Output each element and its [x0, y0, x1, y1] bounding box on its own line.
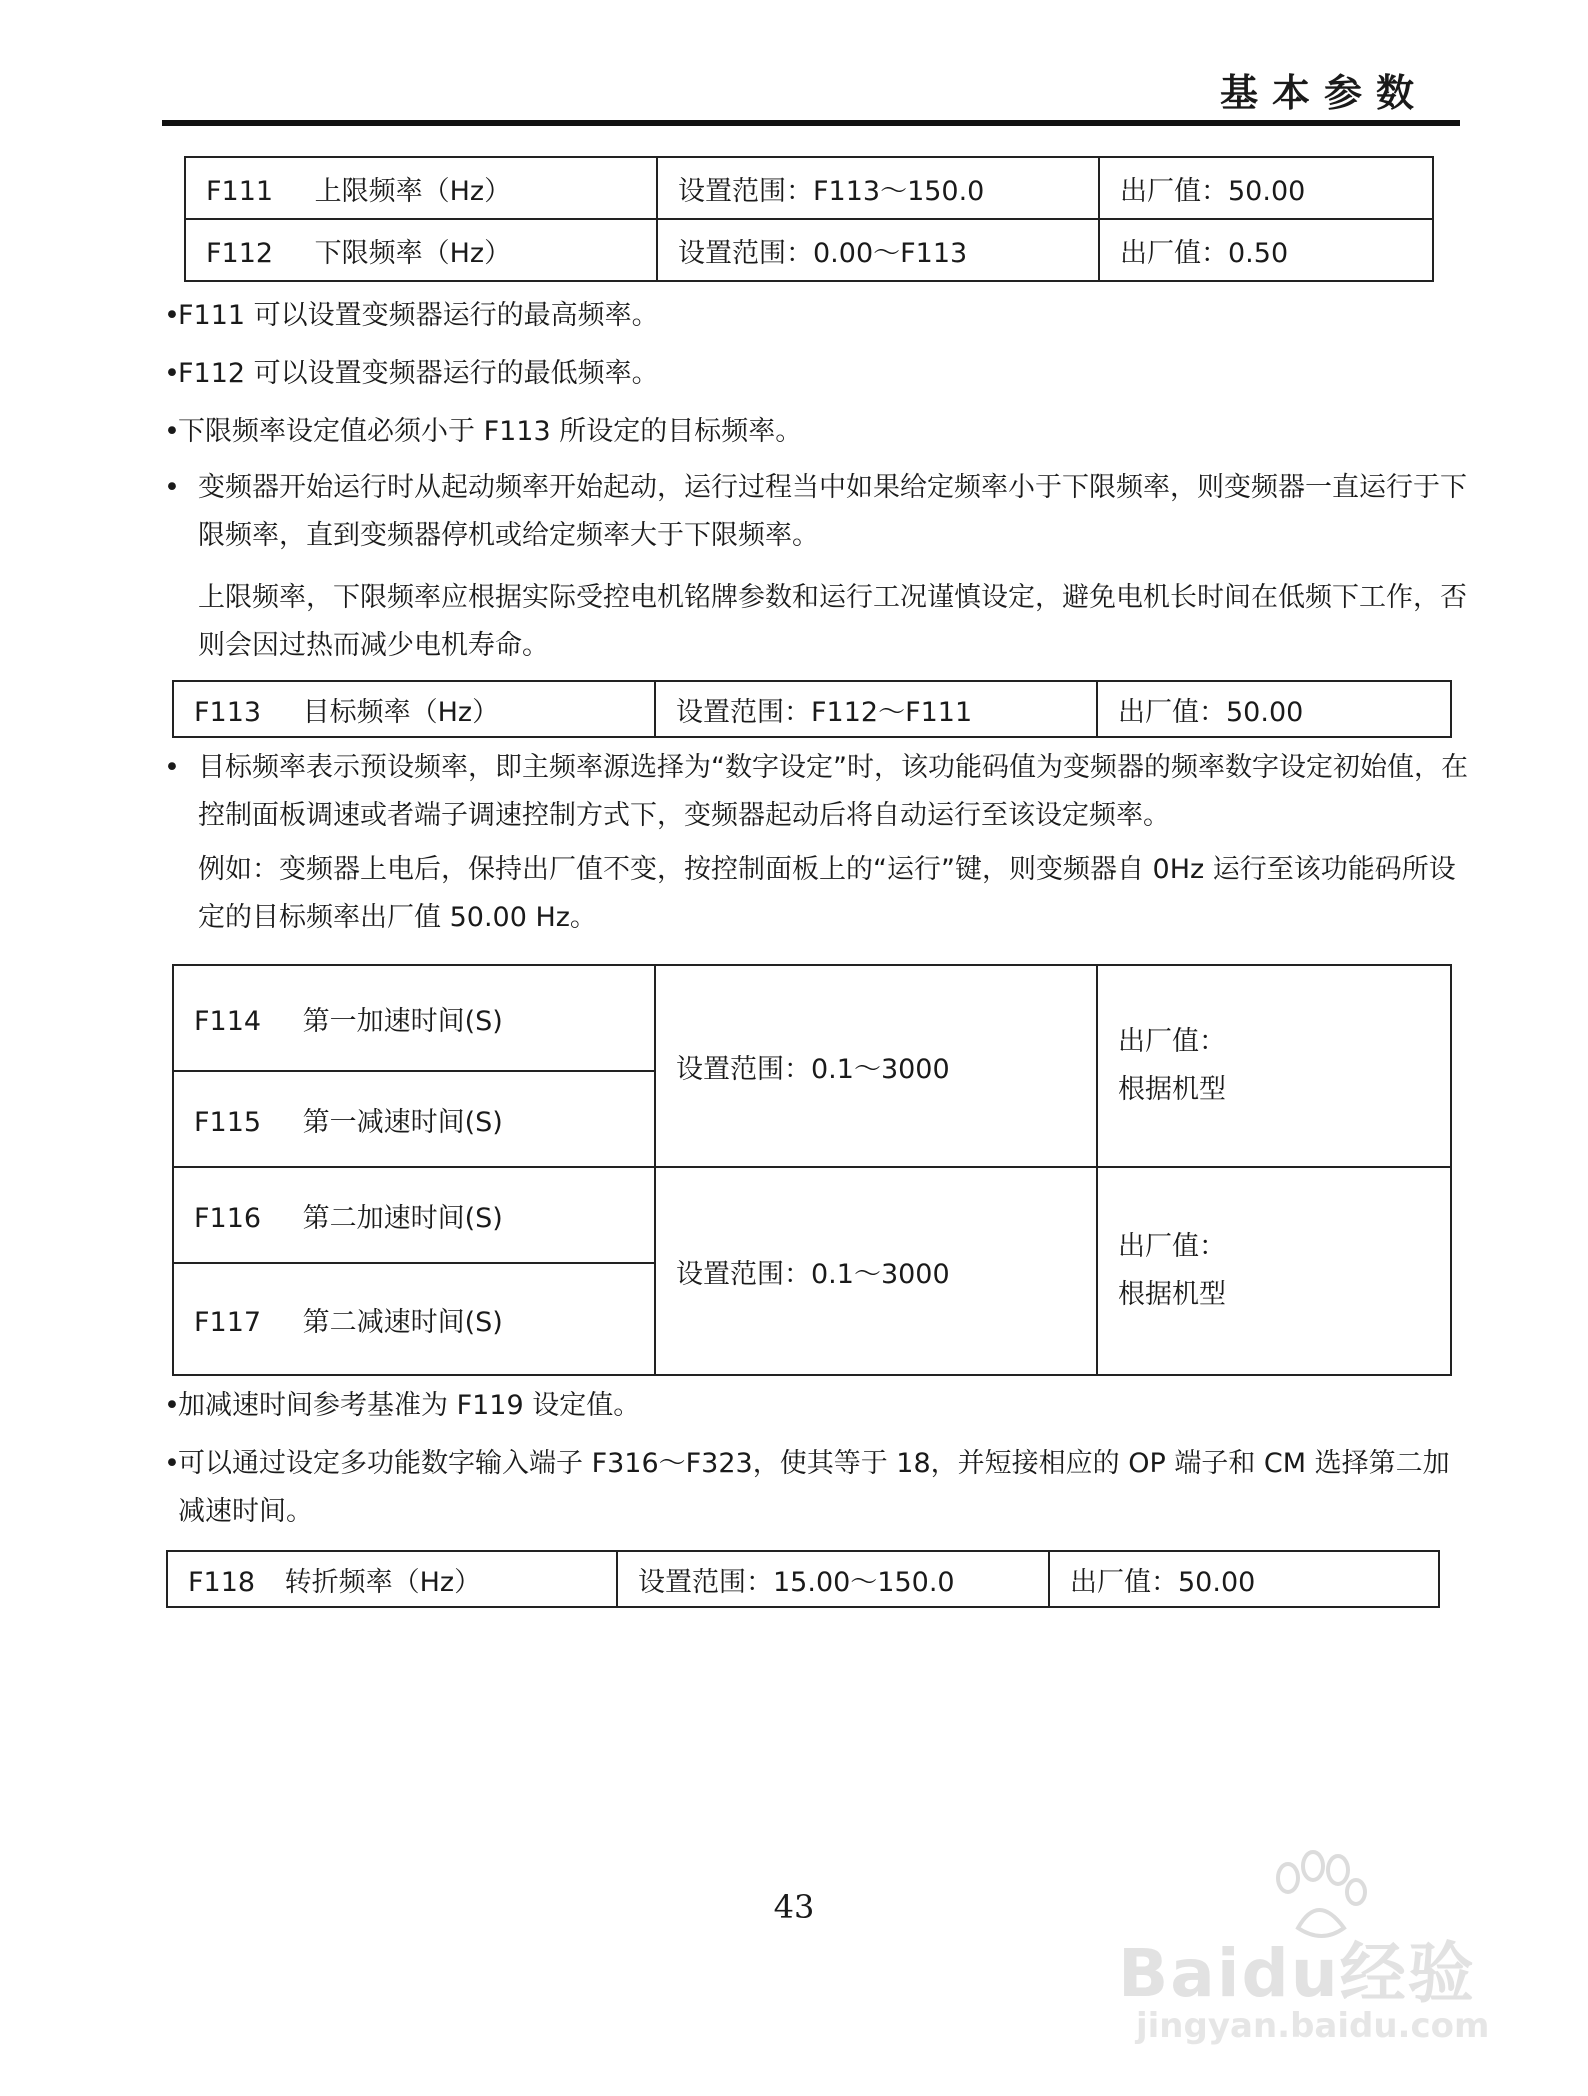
note-item: • 变频器开始运行时从起动频率开始起动，运行过程当中如果给定频率小于下限频率，则变频器一直运行于下限频率，直到变频器停机或给定频率大于下限频率。	[164, 472, 1467, 551]
param-range: 设置范围：0.1～3000	[655, 1167, 1097, 1375]
table-row	[167, 1551, 1439, 1607]
param-default-label: 出厂值：	[1118, 1231, 1226, 1262]
param-name: 下限频率（Hz）	[314, 237, 512, 269]
param-code: F114	[194, 1005, 262, 1037]
param-code: F116	[194, 1202, 262, 1234]
param-code: F111	[206, 175, 274, 207]
note-item: • F111 可以设置变频器运行的最高频率。	[164, 300, 659, 331]
param-code: F118	[188, 1566, 256, 1598]
param-name-cell	[185, 157, 657, 219]
param-code: F117	[194, 1306, 262, 1338]
note-item: • 加减速时间参考基准为 F119 设定值。	[164, 1390, 641, 1421]
param-name-cell	[167, 1551, 617, 1607]
note-item: • F112 可以设置变频器运行的最低频率。	[164, 358, 659, 389]
param-range: 设置范围：0.00～F113	[657, 219, 1099, 281]
param-code: F113	[194, 696, 262, 728]
param-name-cell	[173, 681, 655, 737]
param-range: 设置范围：F112～F111	[655, 681, 1097, 737]
param-default-label: 出厂值：	[1118, 1026, 1226, 1057]
watermark-logo: Baidu经验	[1118, 1935, 1476, 2012]
table-row	[173, 965, 1451, 1071]
param-name-cell	[185, 219, 657, 281]
param-default-value: 根据机型	[1118, 1074, 1226, 1105]
param-name: 第二减速时间(S)	[302, 1306, 503, 1338]
note-item: • 目标频率表示预设频率，即主频率源选择为“数字设定”时，该功能码值为变频器的频率数字设定初始值，在控制面板调速或者端子调速控制方式下，变频器起动后将自动运行至该设定频率。	[164, 752, 1468, 831]
param-default: 出厂值：50.00	[1099, 157, 1433, 219]
page-number: 43	[773, 1888, 815, 1926]
note-item: • 下限频率设定值必须小于 F113 所设定的目标频率。	[164, 416, 803, 447]
param-default: 出厂值：0.50	[1099, 219, 1433, 281]
param-name-cell	[173, 965, 655, 1071]
table-row	[173, 681, 1451, 737]
note-paragraph: 上限频率，下限频率应根据实际受控电机铭牌参数和运行工况谨慎设定，避免电机长时间在低频下工作，否则会因过热而减少电机寿命。	[198, 582, 1467, 661]
param-name: 上限频率（Hz）	[314, 175, 512, 207]
param-name-cell	[173, 1263, 655, 1375]
note-paragraph: 例如：变频器上电后，保持出厂值不变，按控制面板上的“运行”键，则变频器自 0Hz 运行至该功能码所设定的目标频率出厂值 50.00 Hz。	[198, 854, 1456, 933]
param-table-f111-f112	[184, 156, 1434, 282]
param-name: 第一减速时间(S)	[302, 1106, 503, 1138]
param-name-cell	[173, 1071, 655, 1167]
note-item: • 可以通过设定多功能数字输入端子 F316～F323，使其等于 18，并短接相应的 OP 端子和 CM 选择第二加减速时间。	[164, 1448, 1450, 1527]
param-table-f113	[172, 680, 1452, 738]
param-default-value: 根据机型	[1118, 1279, 1226, 1310]
param-name: 转折频率（Hz）	[284, 1566, 482, 1598]
param-range: 设置范围：0.1～3000	[655, 965, 1097, 1167]
param-default-cell	[1097, 965, 1451, 1167]
param-table-f114-f117	[172, 964, 1452, 1376]
watermark-url: jingyan.baidu.com	[1136, 2006, 1490, 2046]
baidu-watermark	[1118, 1848, 1488, 2048]
page-header-title: 基本参数	[1219, 71, 1428, 115]
param-default: 出厂值：50.00	[1049, 1551, 1439, 1607]
param-code: F112	[206, 237, 274, 269]
param-name: 第一加速时间(S)	[302, 1005, 503, 1037]
param-range: 设置范围：F113～150.0	[657, 157, 1099, 219]
param-name: 目标频率（Hz）	[302, 696, 500, 728]
param-default-cell	[1097, 1167, 1451, 1375]
param-code: F115	[194, 1106, 262, 1138]
param-range: 设置范围：15.00～150.0	[617, 1551, 1049, 1607]
table-row	[185, 157, 1433, 219]
table-row	[185, 219, 1433, 281]
param-name-cell	[173, 1167, 655, 1263]
param-table-f118	[166, 1550, 1440, 1608]
param-name: 第二加速时间(S)	[302, 1202, 503, 1234]
param-default: 出厂值：50.00	[1097, 681, 1451, 737]
header-rule	[162, 120, 1460, 126]
table-row	[173, 1167, 1451, 1263]
